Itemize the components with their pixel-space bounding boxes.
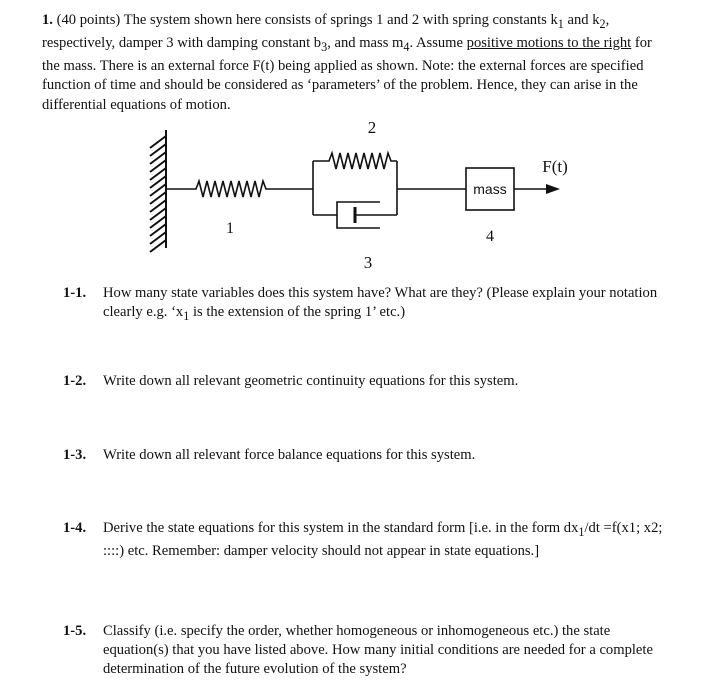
spring-2-label: 2 — [367, 118, 377, 137]
problem-text-f: for the mass. There is an external force F(t) being applied as shown. Note: the external forces are specified function of time and should be considered as ‘parameters’ of the problem. Hence, they can arise in the differential equations of motion. — [42, 35, 652, 113]
question-1-3 — [63, 446, 673, 465]
problem-text-e: . Assume — [409, 35, 467, 52]
subscript-x1: 1 — [578, 524, 585, 539]
problem-text-d: , and mass m — [327, 35, 404, 52]
problem-number: 1. — [42, 12, 53, 28]
question-number: 1-2. — [63, 373, 87, 389]
damper-3 — [313, 202, 397, 228]
problem-text-c: , respectively, damper 3 with damping constant b — [42, 12, 610, 52]
damper-label: 3 — [363, 253, 373, 272]
mass-text: mass — [473, 181, 507, 197]
question-text-a: Derive the state equations for this system in the standard form [i.e. in the form dx — [103, 520, 579, 536]
question-text-b: is the extension of the spring 1’ etc.) — [189, 304, 406, 321]
question-text: Classify (i.e. specify the order, whether homogeneous or inhomogeneous etc.) the state equation(s) that you have listed above. How many initial conditions are needed for a complete determination of the future evolution of the system? — [103, 623, 653, 678]
spring-1-label: 1 — [226, 220, 234, 237]
spring-2 — [313, 153, 397, 169]
wall — [150, 130, 166, 252]
question-number: 1-5. — [63, 623, 87, 639]
question-text: Write down all relevant force balance equations for this system. — [103, 447, 476, 463]
question-1-1 — [63, 284, 673, 326]
problem-points: (40 points) — [56, 12, 121, 28]
question-1-4 — [63, 519, 673, 561]
question-1-2 — [63, 372, 673, 391]
question-1-5 — [63, 622, 673, 680]
question-text-b: /dt =f(x1; x2; ::::) etc. Remember: damper velocity should not appear in state equations.] — [103, 520, 663, 560]
subscript-m4: 4 — [403, 40, 410, 55]
force-arrow — [514, 184, 560, 194]
problem-text-a: The system shown here consists of springs 1 and 2 with spring constants k — [123, 12, 558, 28]
question-number: 1-1. — [63, 285, 87, 301]
force-label: F(t) — [542, 157, 568, 176]
question-number: 1-4. — [63, 520, 87, 536]
subscript-k2: 2 — [599, 16, 606, 31]
subscript-x1: 1 — [183, 309, 190, 324]
question-text — [103, 284, 673, 326]
question-number: 1-3. — [63, 447, 87, 463]
spring-1 — [166, 181, 313, 197]
underlined-direction: positive motions to the right — [466, 35, 632, 52]
subscript-k1: 1 — [557, 16, 564, 31]
question-text — [103, 519, 673, 561]
problem-text-b: and k — [563, 12, 600, 28]
mass-4 — [466, 168, 514, 210]
mass-label: 4 — [486, 228, 494, 245]
question-text-a: How many state variables does this system have? What are they? (Please explain your notation clearly e.g. ‘x — [103, 285, 658, 321]
question-text: Write down all relevant geometric continuity equations for this system. — [103, 373, 519, 389]
subscript-b3: 3 — [321, 40, 328, 55]
